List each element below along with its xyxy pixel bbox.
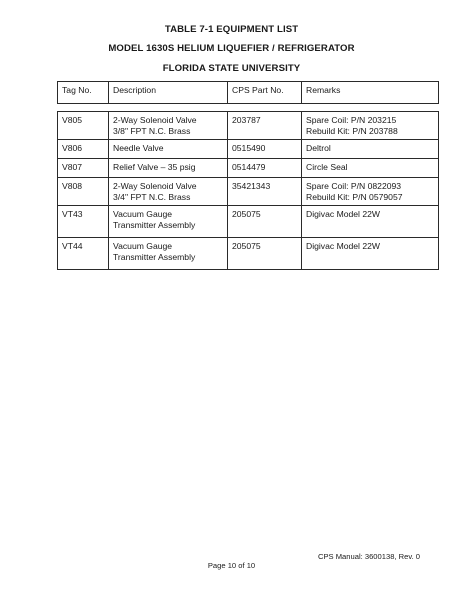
cell-tag xyxy=(58,112,109,140)
remarks-line: Rebuild Kit: P/N 0579057 xyxy=(306,191,403,202)
cell-description xyxy=(109,238,228,270)
description-line: Transmitter Assembly xyxy=(113,219,196,230)
cell-remarks xyxy=(302,112,439,140)
table-title: TABLE 7-1 EQUIPMENT LIST xyxy=(164,24,299,35)
cell-remarks xyxy=(302,159,439,178)
cell-part-number xyxy=(228,178,302,206)
model-title: MODEL 1630S HELIUM LIQUEFIER / REFRIGERATOR xyxy=(108,43,355,54)
part-number: 0515490 xyxy=(232,143,266,153)
remarks-line: Digivac Model 22W xyxy=(306,241,381,251)
part-number: 203787 xyxy=(232,115,261,125)
cell-description xyxy=(109,159,228,178)
part-number: 35421343 xyxy=(232,181,271,191)
customer-title: FLORIDA STATE UNIVERSITY xyxy=(162,63,301,74)
description-line: Transmitter Assembly xyxy=(113,251,196,262)
cell-tag xyxy=(58,178,109,206)
description-line: Vacuum Gauge xyxy=(113,209,173,219)
cell-tag xyxy=(58,159,109,178)
equipment-table-header xyxy=(57,81,439,104)
tag-number: VT44 xyxy=(62,241,83,251)
table-row xyxy=(58,140,439,159)
remarks-line: Rebuild Kit: P/N 203788 xyxy=(306,125,398,136)
remarks-line: Spare Coil: P/N 203215 xyxy=(306,115,397,125)
cell-remarks xyxy=(302,206,439,238)
description-line: Needle Valve xyxy=(113,143,164,153)
table-row xyxy=(58,206,439,238)
remarks-line: Spare Coil: P/N 0822093 xyxy=(306,181,402,191)
cell-description xyxy=(109,206,228,238)
cell-remarks xyxy=(302,238,439,270)
part-number: 205075 xyxy=(232,209,261,219)
cell-part-number xyxy=(228,112,302,140)
cell-part-number xyxy=(228,238,302,270)
tag-number: V808 xyxy=(62,181,83,191)
tag-number: V805 xyxy=(62,115,83,125)
table-row xyxy=(58,112,439,140)
cell-remarks xyxy=(302,140,439,159)
column-header-tag: Tag No. xyxy=(58,82,109,104)
cell-remarks xyxy=(302,178,439,206)
table-row xyxy=(58,159,439,178)
description-line: 2-Way Solenoid Valve xyxy=(113,115,197,125)
page-number: Page 10 of 10 xyxy=(207,561,256,570)
tag-number: V807 xyxy=(62,162,83,172)
cell-description xyxy=(109,178,228,206)
description-line: Vacuum Gauge xyxy=(113,241,173,251)
table-row xyxy=(58,178,439,206)
column-header-remarks: Remarks xyxy=(302,82,439,104)
cell-part-number xyxy=(228,159,302,178)
cell-description xyxy=(109,112,228,140)
remarks-line: Circle Seal xyxy=(306,162,348,172)
description-line: Relief Valve – 35 psig xyxy=(113,162,196,172)
part-number: 0514479 xyxy=(232,162,266,172)
cell-tag xyxy=(58,140,109,159)
description-line: 2-Way Solenoid Valve xyxy=(113,181,197,191)
description-line: 3/8" FPT N.C. Brass xyxy=(113,125,191,136)
remarks-line: Deltrol xyxy=(306,143,331,153)
cell-description xyxy=(109,140,228,159)
equipment-table xyxy=(57,111,439,270)
tag-number: VT43 xyxy=(62,209,83,219)
cell-tag xyxy=(58,238,109,270)
column-header-part-no: CPS Part No. xyxy=(228,82,302,104)
cell-part-number xyxy=(228,140,302,159)
description-line: 3/4" FPT N.C. Brass xyxy=(113,191,191,202)
remarks-line: Digivac Model 22W xyxy=(306,209,381,219)
manual-reference: CPS Manual: 3600138, Rev. 0 xyxy=(318,552,421,561)
table-row xyxy=(58,238,439,270)
cell-part-number xyxy=(228,206,302,238)
cell-tag xyxy=(58,206,109,238)
tag-number: V806 xyxy=(62,143,83,153)
column-header-description: Description xyxy=(109,82,228,104)
part-number: 205075 xyxy=(232,241,261,251)
